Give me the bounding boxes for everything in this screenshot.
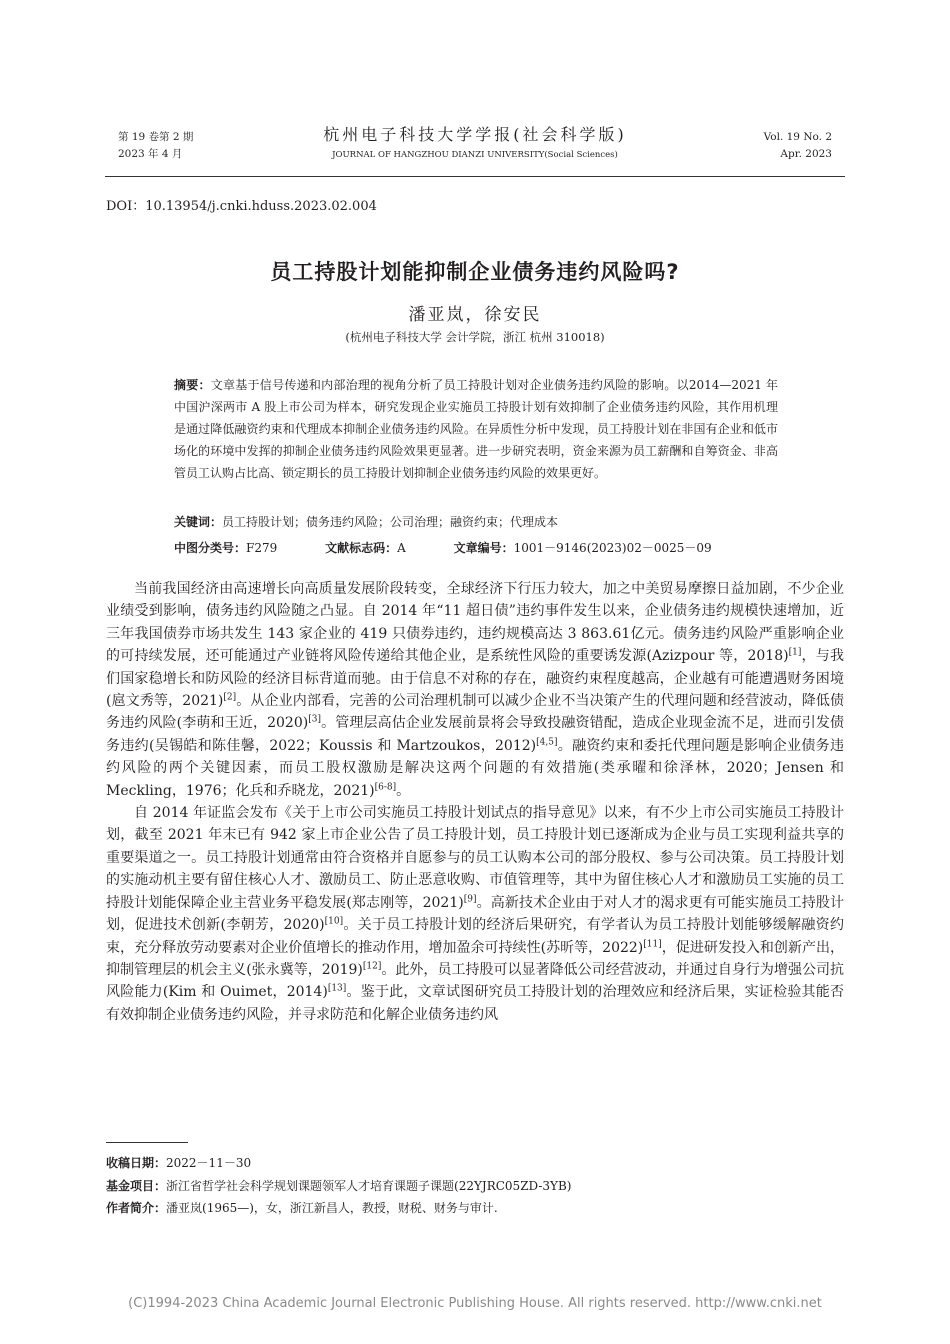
citation-ref: [12] [362,961,382,972]
citation-ref: [9] [463,894,477,905]
journal-header [290,122,660,160]
received-date [106,1152,844,1175]
header-issue [118,129,193,163]
affiliation: (杭州电子科技大学 会计学院，浙江 杭州 310018) [345,330,605,344]
paragraph-text: 。 [396,782,411,799]
fund-label: 基金项目： [106,1178,167,1193]
header-volume-en: Vol. 19 No. 2 [763,131,832,143]
paragraph-text: 。鉴于此，文章试图研究员工持股计划的治理效应和经济后果，实证检验其能否有效抑制企业债务违约风险，并寻求防范和化解企业债务违约风 [106,984,845,1023]
classification [174,537,778,560]
footnote-rule [106,1142,188,1143]
header-rule [105,176,845,177]
citation-ref: [10] [324,916,344,927]
authors: 潘亚岚，徐安民 [408,305,542,325]
citation-ref: [11] [643,938,662,949]
journal-title-en: JOURNAL OF HANGZHOU DIANZI UNIVERSITY(Social Sciences) [332,150,618,160]
paragraph-text: 当前我国经济由高速增长向高质量发展阶段转变，全球经济下行压力较大，加之中美贸易摩擦日益加剧，不少企业业绩受到影响，债务违约风险随之凸显。自 2014 年“11 超日债”违约事件发生以来，企业债务违约规模快速增加，近三年我国债券市场共发生 143 家企业的 419 只债券违约，违约规模高达 3 863.61亿元。债务违约风险严重影响企业的可持续发展，还可能通过产业链将风险传递给其他企业，是系统性风险的重要诱发源(Azizpour 等，2018) [106,581,844,665]
received-label: 收稿日期： [106,1156,167,1170]
received-value: 2022－11－30 [166,1156,252,1170]
citation-ref: [4,5] [536,737,558,748]
abstract [174,374,778,484]
citation-ref: [13] [327,983,347,994]
doc-code-label: 文献标志码： [325,541,398,555]
copyright-footer: (C)1994-2023 China Academic Journal Electronic Publishing House. All rights reserved. http://www.cnki.net [128,1296,822,1311]
paragraph-text: 。管理层高估企业发展前景将会导致投融资错配，造成企业现金流不足，进而引发债务违约(吴锡皓和陈佳馨，2022；Koussis 和 Martzoukos，2012) [106,715,845,754]
keywords [174,513,778,530]
citation-ref: [3] [308,714,321,725]
header-date: 2023 年 4 月 [118,148,183,160]
citation-ref: [6-8] [374,782,397,792]
journal-title-cn: 杭州电子科技大学学报(社会科学版) [323,125,627,144]
abstract-text: 文章基于信号传递和内部治理的视角分析了员工持股计划对企业债务违约风险的影响。以2014—2021 年中国沪深两市 A 股上市公司为样本，研究发现企业实施员工持股计划有效抑制了企业债务违约风险，其作用机理是通过降低融资约束和代理成本抑制企业债务违约风险。在异质性分析中发现，员工持股计划在非国有企业和低市场化的环境中发挥的抑制企业债务违约风险效果更显著。进一步研究表明，资金来源为员工薪酬和自筹资金、非高管员工认购占比高、锁定期长的员工持股计划抑制企业债务违约风险的效果更好。 [174,378,778,480]
author-bio-label: 作者简介： [106,1201,167,1215]
fund-value: 浙江省哲学社会科学规划课题领军人才培育课题子课题(22YJRC05ZD-3YB) [166,1178,572,1193]
paragraph-text: 。融资约束和委托代理问题是影响企业债务违约风险的两个关键因素，而员工股权激励是解决这两个问题的有效措施(类承曜和徐泽林，2020；Jensen 和 Meckling，1976；化兵和乔晓龙，2021) [106,737,845,799]
paragraph-text: ，与我们国家稳增长和防风险的经济目标背道而驰。由于信息不对称的存在，融资约束程度越高，企业越有可能遭遇财务困境(扈文秀等，2021) [106,648,844,710]
body-paragraph [106,578,844,802]
article-title: 员工持股计划能抑制企业债务违约风险吗? [270,260,680,284]
body-paragraph [106,802,844,1026]
citation-ref: [2] [223,692,237,703]
paragraph-text: 。高新技术企业由于对人才的渴求更有可能实施员工持股计划，促进技术创新(李朝芳，2020) [106,894,845,934]
header-date-en: Apr. 2023 [780,148,832,160]
paragraph-text: 。此外，员工持股可以显著降低公司经营波动，并通过自身行为增强公司抗风险能力(Kim 和 Ouimet，2014) [106,961,844,1001]
fund [106,1175,844,1198]
keywords-text: 员工持股计划；债务违约风险；公司治理；融资约束；代理成本 [222,515,559,529]
header-issue-en [764,129,832,163]
keywords-label: 关键词： [174,515,223,529]
citation-ref: [1] [788,647,802,658]
clc-label: 中图分类号： [174,541,247,555]
paragraph-text: ，促进研发投入和创新产出，抑制管理层的机会主义(张永冀等，2019) [106,939,845,978]
doi: DOI：10.13954/j.cnki.hduss.2023.02.004 [106,199,377,214]
article-no-label: 文章编号： [453,541,514,555]
paragraph-text: 自 2014 年证监会发布《关于上市公司实施员工持股计划试点的指导意见》以来，有不少上市公司实施员工持股计划，截至 2021 年末已有 942 家上市企业公告了员工持股计划，员工持股计划已逐渐成为企业与员工实现利益共享的重要渠道之一。员工持股计划通常由符合资格并自愿参与的员工认购本公司的部分股权、参与公司决策。员工持股计划的实施动机主要有留住核心人才、激励员工、防止恶意收购、市值管理等，其中为留住核心人才和激励员工实施的员工持股计划能保障企业主营业务平稳发展(郑志刚等，2021) [106,805,844,911]
header-volume: 第 19 卷第 2 期 [118,131,194,143]
author-bio-value: 潘亚岚(1965—)，女，浙江新昌人，教授，财税、财务与审计. [166,1201,498,1215]
clc-value: F279 [246,541,278,555]
abstract-label: 摘要： [174,378,211,392]
body-text [106,578,844,1026]
paragraph-text: 。关于员工持股计划的经济后果研究，有学者认为员工持股计划能够缓解融资约束，充分释放劳动要素对企业价值增长的推动作用，增加盈余可持续性(苏昕等，2022) [106,917,844,956]
article-no-value: 1001－9146(2023)02－0025－09 [513,541,712,555]
footnotes [106,1152,844,1220]
doc-code-value: A [397,541,406,555]
author-bio [106,1197,844,1220]
paragraph-text: 。从企业内部看，完善的公司治理机制可以减少企业不当决策产生的代理问题和经营波动，降低债务违约风险(李萌和王近，2020) [106,693,844,732]
